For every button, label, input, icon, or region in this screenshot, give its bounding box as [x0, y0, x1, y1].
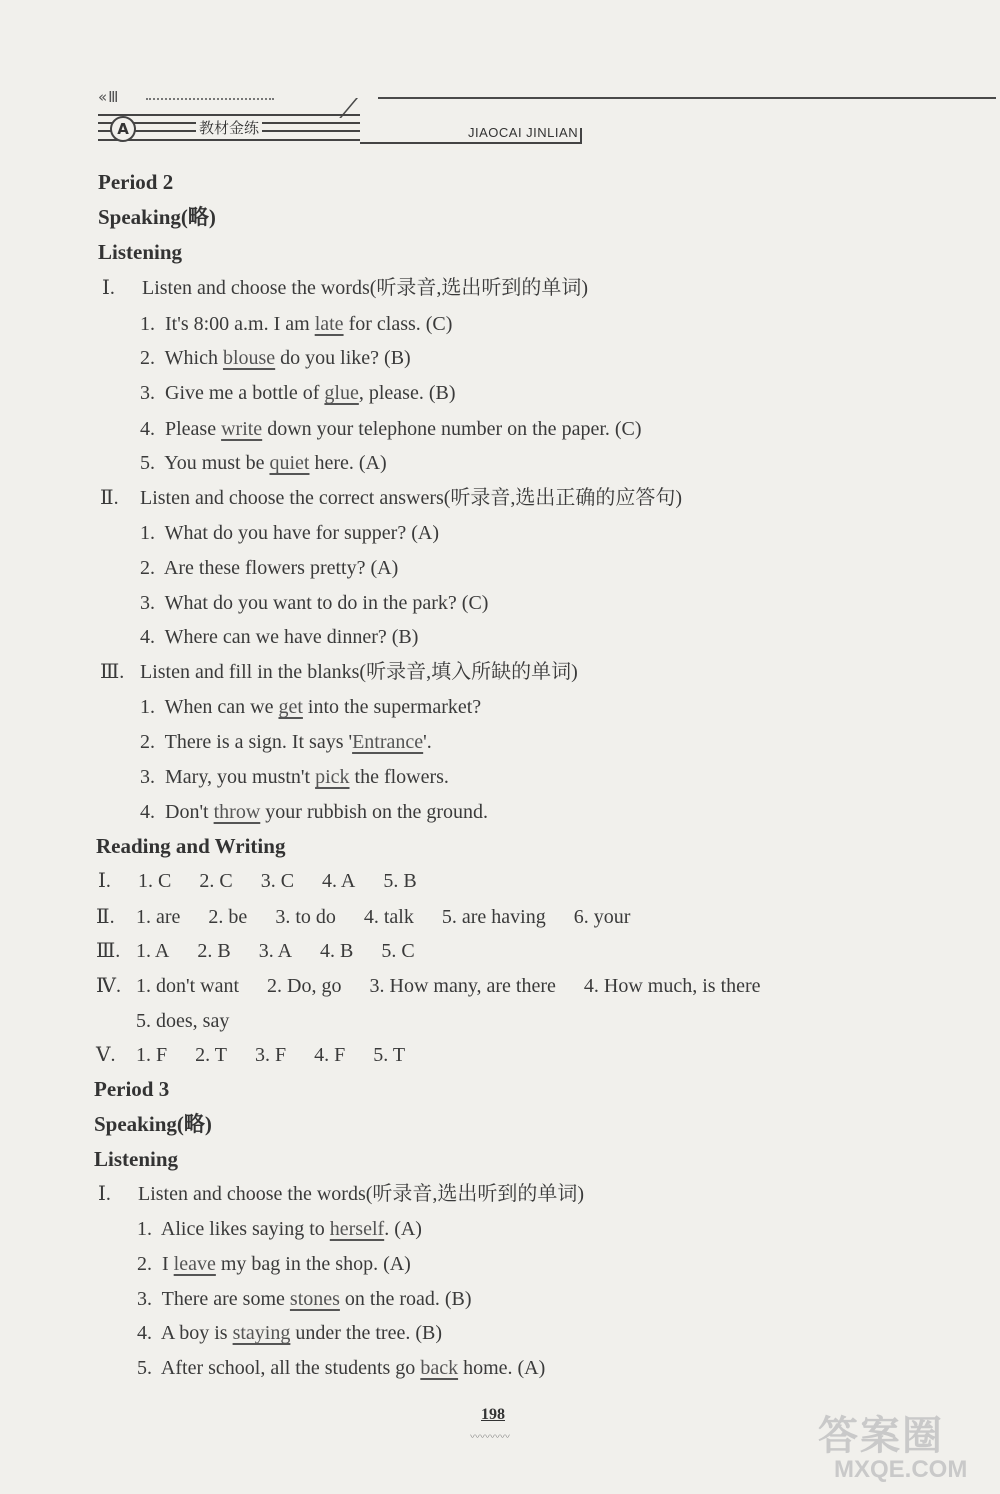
answer-word: herself: [329, 1218, 385, 1240]
header-pinyin: JIAOCAI JINLIAN: [468, 125, 579, 140]
header-code-bar: [580, 128, 582, 143]
list-item: [140, 346, 411, 370]
item-number: 4.: [140, 418, 155, 440]
item-text: You must be: [164, 452, 270, 474]
list-item: [140, 381, 455, 405]
item-number: 1.: [140, 696, 155, 718]
answer-word: get: [278, 696, 303, 718]
item-text: your rubbish on the ground.: [260, 801, 489, 823]
answer-word: glue: [324, 382, 359, 404]
section-number: Ⅰ.: [102, 277, 115, 299]
item-number: 3.: [137, 1288, 152, 1310]
section-heading: [100, 486, 682, 510]
answer-item: 1. don't want: [136, 975, 240, 997]
item-number: 3.: [140, 382, 155, 404]
item-text: do you like? (B): [275, 347, 411, 369]
section-instruction: Listen and choose the correct answers(听录音,选出正确的应答句): [140, 487, 683, 509]
item-number: 2.: [140, 347, 155, 369]
answer-word: blouse: [222, 347, 276, 369]
page-number-ornament: 〰〰〰〰: [470, 1432, 510, 1443]
answer-item: 4. F: [314, 1044, 346, 1066]
answer-item: 1. are: [136, 906, 181, 928]
list-item: [140, 800, 488, 824]
answer-word: late: [314, 313, 344, 335]
item-text: Alice likes saying to: [160, 1218, 330, 1240]
header-code-rule: [360, 142, 582, 144]
section-number: Ⅳ.: [96, 975, 121, 997]
item-text: my bag in the shop. (A): [215, 1253, 411, 1275]
answer-item: 5. B: [383, 870, 417, 892]
item-number: 3.: [140, 592, 155, 614]
page-number: 198: [481, 1406, 505, 1423]
list-item: [140, 451, 387, 475]
list-item: [140, 730, 432, 754]
reading-writing-heading: Reading and Writing: [96, 834, 286, 858]
item-text: here. (A): [309, 452, 387, 474]
item-text: Mary, you mustn't: [165, 766, 316, 788]
item-text: There is a sign. It says ': [164, 731, 353, 753]
item-text: the flowers.: [349, 766, 449, 788]
item-number: 2.: [140, 731, 155, 753]
item-number: 4.: [137, 1322, 152, 1344]
answer-row: [98, 869, 445, 893]
answer-word: back: [420, 1357, 459, 1379]
item-text: on the road. (B): [339, 1288, 472, 1310]
item-text: , please. (B): [358, 382, 456, 404]
answer-item: 5. are having: [441, 906, 546, 928]
item-text: Are these flowers pretty? (A): [163, 557, 399, 579]
item-text: down your telephone number on the paper. (C): [262, 418, 642, 440]
item-number: 3.: [140, 766, 155, 788]
answer-item: 5. C: [381, 940, 415, 962]
item-text: '.: [423, 731, 432, 753]
watermark-logo: 答案圈: [818, 1413, 944, 1459]
period-3-listening: Listening: [94, 1147, 179, 1171]
header-title: 教材金练: [196, 117, 262, 138]
list-item: [140, 591, 488, 615]
item-number: 1.: [137, 1218, 152, 1240]
answer-word: quiet: [269, 452, 310, 474]
section-number: Ⅰ.: [98, 1183, 111, 1205]
answer-item: 2. C: [199, 870, 233, 892]
answer-word: throw: [213, 801, 261, 823]
header-dotted-rule: [146, 98, 274, 100]
item-number: 2.: [137, 1253, 152, 1275]
answer-item: 1. F: [136, 1044, 168, 1066]
item-text: After school, all the students go: [160, 1357, 421, 1379]
answer-item: 3. How many, are there: [369, 975, 556, 997]
item-text: Please: [165, 418, 222, 440]
item-text: home. (A): [458, 1357, 546, 1379]
answer-item: 4. talk: [363, 906, 414, 928]
answer-item: 1. C: [138, 870, 172, 892]
list-item: [140, 417, 642, 441]
item-number: 4.: [140, 801, 155, 823]
item-text: What do you want to do in the park? (C): [164, 592, 489, 614]
answer-row: [96, 905, 658, 929]
item-text: Where can we have dinner? (B): [164, 626, 419, 648]
list-item: [140, 765, 449, 789]
answer-word: staying: [232, 1322, 291, 1344]
answer-item: 6. your: [573, 906, 631, 928]
answer-word: Entrance: [352, 731, 424, 753]
item-text: under the tree. (B): [290, 1322, 442, 1344]
period-2-speaking: Speaking(略): [98, 205, 216, 229]
period-3-heading: Period 3: [94, 1077, 170, 1101]
item-text: When can we: [164, 696, 279, 718]
item-number: 5.: [140, 452, 155, 474]
section-number: Ⅲ.: [96, 940, 121, 962]
answer-item: 2. B: [197, 940, 231, 962]
section-heading: [102, 276, 588, 300]
list-item: [137, 1252, 411, 1276]
item-text: What do you have for supper? (A): [164, 522, 439, 544]
header-badge: A: [110, 116, 136, 142]
item-number: 4.: [140, 626, 155, 648]
item-text: There are some: [161, 1288, 290, 1310]
answer-row: [96, 1043, 433, 1067]
section-number: Ⅱ.: [100, 487, 119, 509]
item-text: for class. (C): [343, 313, 453, 335]
answer-item: 4. B: [320, 940, 354, 962]
header-arrows-icon: «Ⅲ: [98, 88, 120, 106]
section-heading: [98, 1182, 584, 1206]
item-text: into the supermarket?: [302, 696, 482, 718]
answer-row: [96, 939, 443, 963]
item-number: 2.: [140, 557, 155, 579]
answer-word: stones: [289, 1288, 340, 1310]
list-item: [137, 1321, 442, 1345]
item-text: I: [162, 1253, 174, 1275]
list-item: [137, 1217, 422, 1241]
item-text: Give me a bottle of: [165, 382, 325, 404]
item-text: It's 8:00 a.m. I am: [165, 313, 315, 335]
item-number: 5.: [137, 1357, 152, 1379]
list-item: [137, 1356, 545, 1380]
answer-item: 3. C: [260, 870, 295, 892]
header-rule: [378, 97, 996, 99]
section-number: Ⅲ.: [100, 661, 125, 683]
answer-item: 2. Do, go: [267, 975, 342, 997]
answer-item: 5. T: [373, 1044, 406, 1066]
period-3-speaking: Speaking(略): [94, 1112, 212, 1136]
period-2-heading: Period 2: [98, 170, 174, 194]
answer-item: 1. A: [136, 940, 170, 962]
section-number: Ⅱ.: [96, 906, 115, 928]
item-text: . (A): [384, 1218, 422, 1240]
section-instruction: Listen and choose the words(听录音,选出听到的单词): [138, 1183, 585, 1205]
answer-item: 4. A: [322, 870, 356, 892]
list-item: [140, 556, 398, 580]
section-number: Ⅴ.: [96, 1044, 116, 1066]
list-item: [140, 312, 452, 336]
item-text: Which: [164, 347, 223, 369]
answer-word: pick: [315, 766, 350, 788]
item-number: 1.: [140, 313, 155, 335]
answer-item: 3. F: [254, 1044, 287, 1066]
answer-item: 4. How much, is there: [583, 975, 761, 997]
list-item: [137, 1287, 472, 1311]
item-number: 1.: [140, 522, 155, 544]
period-2-listening: Listening: [98, 240, 183, 264]
list-item: [140, 625, 418, 649]
watermark-url: MXQE.COM: [834, 1456, 968, 1483]
answer-item: 3. A: [258, 940, 293, 962]
answer-row-continued: [136, 1009, 229, 1033]
section-instruction: Listen and choose the words(听录音,选出听到的单词): [142, 277, 589, 299]
item-text: A boy is: [160, 1322, 233, 1344]
answer-item: 5. does, say: [136, 1010, 230, 1032]
answer-word: leave: [173, 1253, 216, 1275]
list-item: [140, 695, 481, 719]
list-item: [140, 521, 439, 545]
section-heading: [100, 660, 578, 684]
section-instruction: Listen and fill in the blanks(听录音,填入所缺的单词): [140, 661, 578, 683]
item-text: Don't: [165, 801, 214, 823]
section-number: Ⅰ.: [98, 870, 111, 892]
answer-item: 3. to do: [275, 906, 336, 928]
answer-row: [96, 974, 789, 998]
answer-word: write: [221, 418, 263, 440]
answer-item: 2. T: [195, 1044, 227, 1066]
answer-item: 2. be: [208, 906, 248, 928]
